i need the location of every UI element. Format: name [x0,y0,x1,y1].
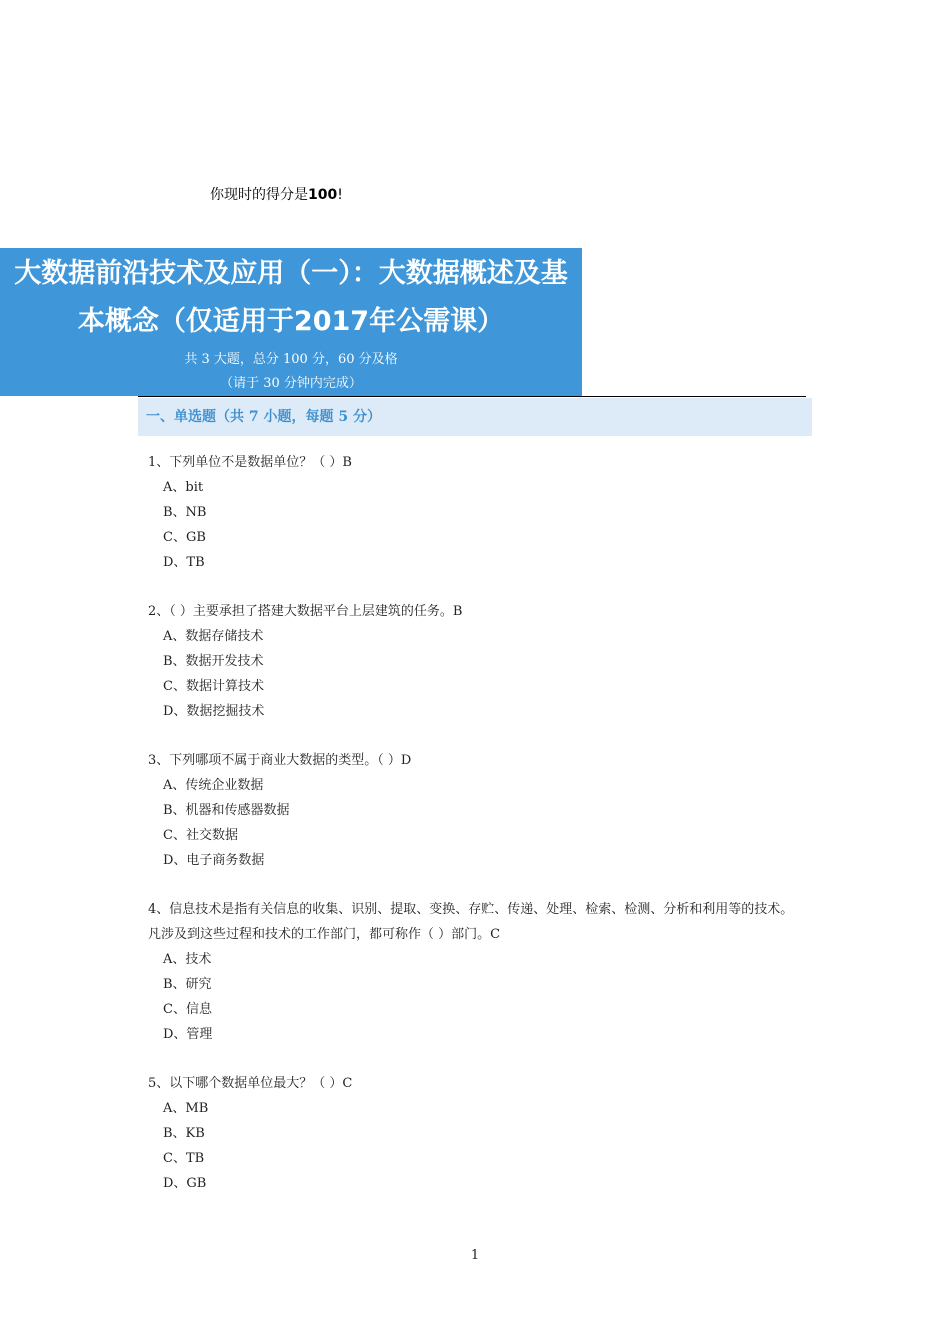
option-d: D、管理 [163,1027,213,1042]
score-value: 100 [308,187,338,203]
question-stem: 4、信息技术是指有关信息的收集、识别、提取、变换、存贮、传递、处理、检索、检测、分析和利用等的技术。 [148,902,794,917]
option-a: A、数据存储技术 [163,629,264,644]
question-5 [148,1071,828,1196]
section-heading: 一、单选题（共 7 小题，每题 5 分） [138,398,812,436]
option-c: C、GB [163,530,206,545]
question-stem: 3、下列哪项不属于商业大数据的类型。（ ）D [148,753,412,768]
page-number: 1 [470,1248,480,1263]
option-b: B、NB [163,505,207,520]
question-2 [148,599,828,724]
exam-title-banner [0,248,582,396]
option-a: A、MB [163,1101,209,1116]
exam-title-line1: 大数据前沿技术及应用（一）：大数据概述及基 [14,258,568,289]
option-c: C、数据计算技术 [163,679,264,694]
header-divider [138,396,806,397]
option-b: B、机器和传感器数据 [163,803,290,818]
question-stem: 1、下列单位不是数据单位？（ ）B [148,455,352,470]
question-list [148,450,828,1220]
question-3 [148,748,828,873]
option-c: C、社交数据 [163,828,238,843]
option-a: A、技术 [163,952,212,967]
exam-summary: 共 3 大题，总分 100 分，60 分及格 [184,352,398,367]
option-a: A、传统企业数据 [163,778,264,793]
score-suffix: ! [337,187,343,203]
option-a: A、bit [163,480,204,495]
option-b: B、研究 [163,977,212,992]
option-c: C、TB [163,1151,205,1166]
option-d: D、电子商务数据 [163,853,265,868]
question-stem-continued: 凡涉及到这些过程和技术的工作部门，都可称作（ ）部门。C [148,927,501,942]
score-prefix: 你现时的得分是 [210,187,308,203]
question-4 [148,897,828,1047]
score-line [210,184,343,204]
exam-title-line2: 本概念（仅适用于2017年公需课） [77,306,505,337]
question-stem: 2、（ ）主要承担了搭建大数据平台上层建筑的任务。B [148,604,463,619]
option-b: B、数据开发技术 [163,654,264,669]
question-1 [148,450,828,575]
option-d: D、GB [163,1176,207,1191]
option-b: B、KB [163,1126,205,1141]
question-stem: 5、以下哪个数据单位最大？（ ）C [148,1076,353,1091]
option-c: C、信息 [163,1002,212,1017]
option-d: D、数据挖掘技术 [163,704,265,719]
exam-time-limit: （请于 30 分钟内完成） [220,376,362,391]
option-d: D、TB [163,555,205,570]
